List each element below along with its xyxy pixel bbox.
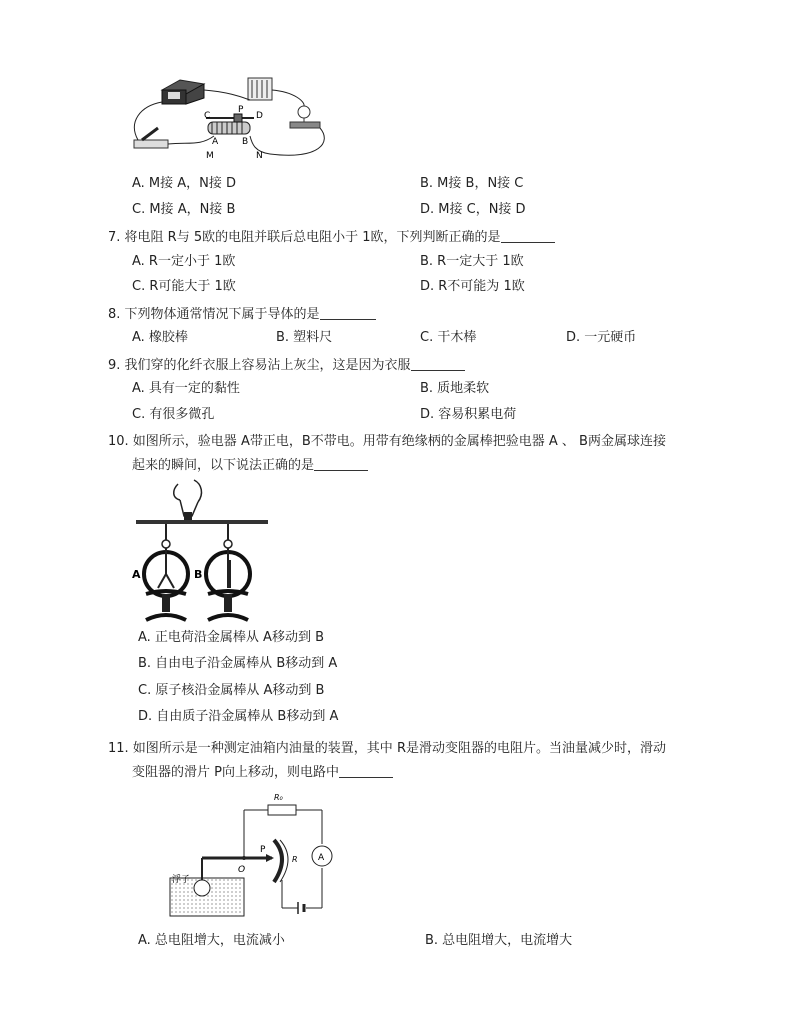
label-m: M (206, 151, 214, 161)
switch-icon (134, 128, 168, 148)
electroscope-b-icon (206, 524, 250, 620)
q10-option-c[interactable]: C. 原子核沿金属棒从 A移动到 B (138, 683, 325, 698)
label-d: D (256, 111, 263, 121)
q10-option-a[interactable]: A. 正电荷沿金属棒从 A移动到 B (138, 630, 325, 645)
label-p: P (260, 845, 266, 855)
q7-answer-blank[interactable] (501, 228, 555, 243)
q9-question (108, 356, 465, 375)
q6-option-b[interactable]: B. M接 B，N接 C (420, 176, 524, 191)
q11-option-a[interactable]: A. 总电阻增大，电流减小 (138, 933, 285, 948)
label-c: C (204, 111, 211, 121)
q6-circuit-figure (120, 72, 340, 168)
q11-option-b[interactable]: B. 总电阻增大，电流增大 (425, 933, 573, 948)
battery-pack-icon (248, 78, 272, 100)
q6-option-a[interactable]: A. M接 A，N接 D (132, 176, 237, 191)
q11-question-line2 (132, 763, 393, 782)
q10-answer-blank[interactable] (314, 456, 368, 471)
bulb-icon (290, 106, 320, 128)
rheostat-icon (206, 114, 254, 134)
q7-option-b[interactable]: B. R一定大于 1欧 (420, 254, 524, 269)
q10-question-line2 (132, 456, 368, 475)
q7-option-a[interactable]: A. R一定小于 1欧 (132, 254, 236, 269)
q9-option-d[interactable]: D. 容易积累电荷 (420, 407, 517, 422)
label-electroscope-a: A (132, 568, 141, 581)
label-r0: R₀ (274, 793, 283, 802)
q11-stem-line1: 11. 如图所示是一种测定油箱内油量的装置，其中 R是滑动变阻器的电阻片。当油量减少时，滑动 (108, 741, 666, 756)
resistor-r0 (268, 805, 296, 815)
q9-option-c[interactable]: C. 有很多微孔 (132, 407, 215, 422)
label-p: P (238, 105, 244, 115)
q11-stem-line2: 变阻器的滑片 P向上移动，则电路中 (132, 765, 339, 780)
hand-icon (174, 480, 202, 520)
float-icon (194, 880, 210, 896)
q8-answer-blank[interactable] (320, 305, 376, 320)
q10-option-b[interactable]: B. 自由电子沿金属棒从 B移动到 A (138, 656, 338, 671)
q8-option-d[interactable]: D. 一元硬币 (566, 330, 637, 345)
q11-answer-blank[interactable] (339, 763, 393, 778)
q9-option-a[interactable]: A. 具有一定的黏性 (132, 381, 240, 396)
q8-option-a[interactable]: A. 橡胶棒 (132, 330, 188, 345)
q9-answer-blank[interactable] (411, 356, 465, 371)
label-a: A (212, 137, 219, 147)
q7-option-c[interactable]: C. R可能大于 1欧 (132, 279, 236, 294)
q7-option-d[interactable]: D. R不可能为 1欧 (420, 279, 525, 294)
q11-oil-gauge-figure (162, 790, 362, 920)
metal-rod (136, 520, 268, 524)
label-b: B (242, 137, 249, 147)
q7-question (108, 228, 555, 247)
label-n: N (256, 151, 263, 161)
label-o: O (238, 865, 246, 875)
oil-tank-icon (170, 858, 244, 916)
q6-option-d[interactable]: D. M接 C，N接 D (420, 202, 526, 217)
q6-option-c[interactable]: C. M接 A，N接 B (132, 202, 236, 217)
q8-option-c[interactable]: C. 干木棒 (420, 330, 477, 345)
q8-option-b[interactable]: B. 塑料尺 (276, 330, 333, 345)
q10-stem-line2: 起来的瞬间，以下说法正确的是 (132, 458, 315, 473)
electroscope-a-icon (144, 524, 188, 620)
label-ammeter: A (318, 853, 325, 863)
label-electroscope-b: B (194, 568, 203, 581)
q8-stem: 8. 下列物体通常情况下属于导体的是 (108, 307, 320, 322)
q10-stem-line1: 10. 如图所示，验电器 A带正电，B不带电。用带有绝缘柄的金属棒把验电器 A 、 B两金属球连接 (108, 434, 666, 449)
q10-electroscope-figure (132, 476, 272, 626)
label-r: R (292, 855, 298, 864)
power-supply-icon (162, 80, 204, 104)
label-float: 浮子 (172, 875, 191, 885)
q10-option-d[interactable]: D. 自由质子沿金属棒从 B移动到 A (138, 709, 339, 724)
slide-resistor-r (274, 840, 282, 882)
q7-stem: 7. 将电阻 R与 5欧的电阻并联后总电阻小于 1欧，下列判断正确的是 (108, 230, 501, 245)
q9-stem: 9. 我们穿的化纤衣服上容易沾上灰尘，这是因为衣服 (108, 358, 411, 373)
q9-option-b[interactable]: B. 质地柔软 (420, 381, 490, 396)
q8-question (108, 305, 376, 324)
